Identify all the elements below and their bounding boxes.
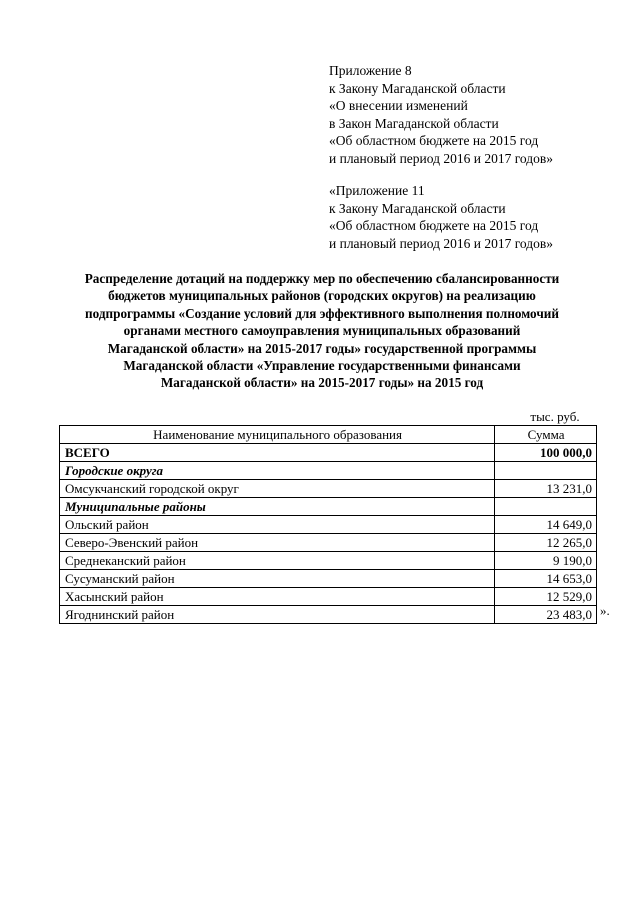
municipality-name: Ягоднинский район <box>60 606 495 624</box>
appendix-8-line: в Закон Магаданской области <box>329 115 499 131</box>
appendix-8-line: к Закону Магаданской области <box>329 80 506 96</box>
municipality-amount: 14 649,0 <box>495 516 597 534</box>
total-amount: 100 000,0 <box>495 444 597 462</box>
appendix-11-line: к Закону Магаданской области <box>329 200 506 216</box>
municipality-amount: 12 529,0 <box>495 588 597 606</box>
title-line: Магаданской области» на 2015-2017 годы» государственной программы <box>107 340 537 356</box>
appendix-8-line: Приложение 8 <box>329 63 412 78</box>
title-line: бюджетов муниципальных районов (городских округов) на реализацию <box>108 288 536 304</box>
units-label: тыс. руб. <box>530 409 580 424</box>
title-line: органами местного самоуправления муниципальных образований <box>123 323 521 339</box>
table-section-row <box>60 462 597 480</box>
table-row <box>60 570 597 588</box>
table-section-row <box>60 498 597 516</box>
title-line: подпрограммы «Создание условий для эффективного выполнения полномочий <box>85 305 559 321</box>
title-line: Распределение дотаций на поддержку мер по обеспечению сбалансированности <box>84 271 560 286</box>
municipality-name: Ольский район <box>60 516 495 534</box>
table-row <box>60 606 597 624</box>
table-row <box>60 552 597 570</box>
table-row-total <box>60 444 597 462</box>
appendix-8-header <box>329 62 553 168</box>
table-header-row <box>60 426 597 444</box>
municipality-amount: 14 653,0 <box>495 570 597 588</box>
section-empty-cell <box>495 498 597 516</box>
table-row <box>60 516 597 534</box>
title-line: Магаданской области «Управление государственными финансами <box>123 358 521 374</box>
municipality-amount: 13 231,0 <box>495 480 597 498</box>
municipality-name: Северо-Эвенский район <box>60 534 495 552</box>
table-row <box>60 588 597 606</box>
municipality-name: Сусуманский район <box>60 570 495 588</box>
document-title <box>48 270 596 392</box>
column-header-name: Наименование муниципального образования <box>60 426 495 444</box>
closing-quote-mark: ». <box>600 603 610 618</box>
municipality-amount: 23 483,0 <box>495 606 597 624</box>
table-row <box>60 480 597 498</box>
title-line: Магаданской области» на 2015-2017 годы» на 2015 год <box>160 375 484 391</box>
appendix-8-line: «Об областном бюджете на 2015 год <box>329 133 539 149</box>
column-header-amount: Сумма <box>495 426 597 444</box>
appendix-11-line: и плановый период 2016 и 2017 годов» <box>329 235 554 251</box>
municipality-amount: 9 190,0 <box>495 552 597 570</box>
section-label-municipal-districts: Муниципальные районы <box>60 498 495 516</box>
municipality-name: Омсукчанский городской округ <box>60 480 495 498</box>
municipality-name: Хасынский район <box>60 588 495 606</box>
appendix-11-line: «Об областном бюджете на 2015 год <box>329 218 539 234</box>
municipality-amount: 12 265,0 <box>495 534 597 552</box>
appendix-11-header <box>329 182 553 252</box>
table-row <box>60 534 597 552</box>
municipality-name: Среднеканский район <box>60 552 495 570</box>
section-label-city-districts: Городские округа <box>60 462 495 480</box>
total-label: ВСЕГО <box>60 444 495 462</box>
subsidy-table <box>59 425 597 624</box>
appendix-8-line: и плановый период 2016 и 2017 годов» <box>329 150 554 166</box>
section-empty-cell <box>495 462 597 480</box>
appendix-11-line: «Приложение 11 <box>329 183 425 198</box>
appendix-8-line: «О внесении изменений <box>329 98 468 114</box>
